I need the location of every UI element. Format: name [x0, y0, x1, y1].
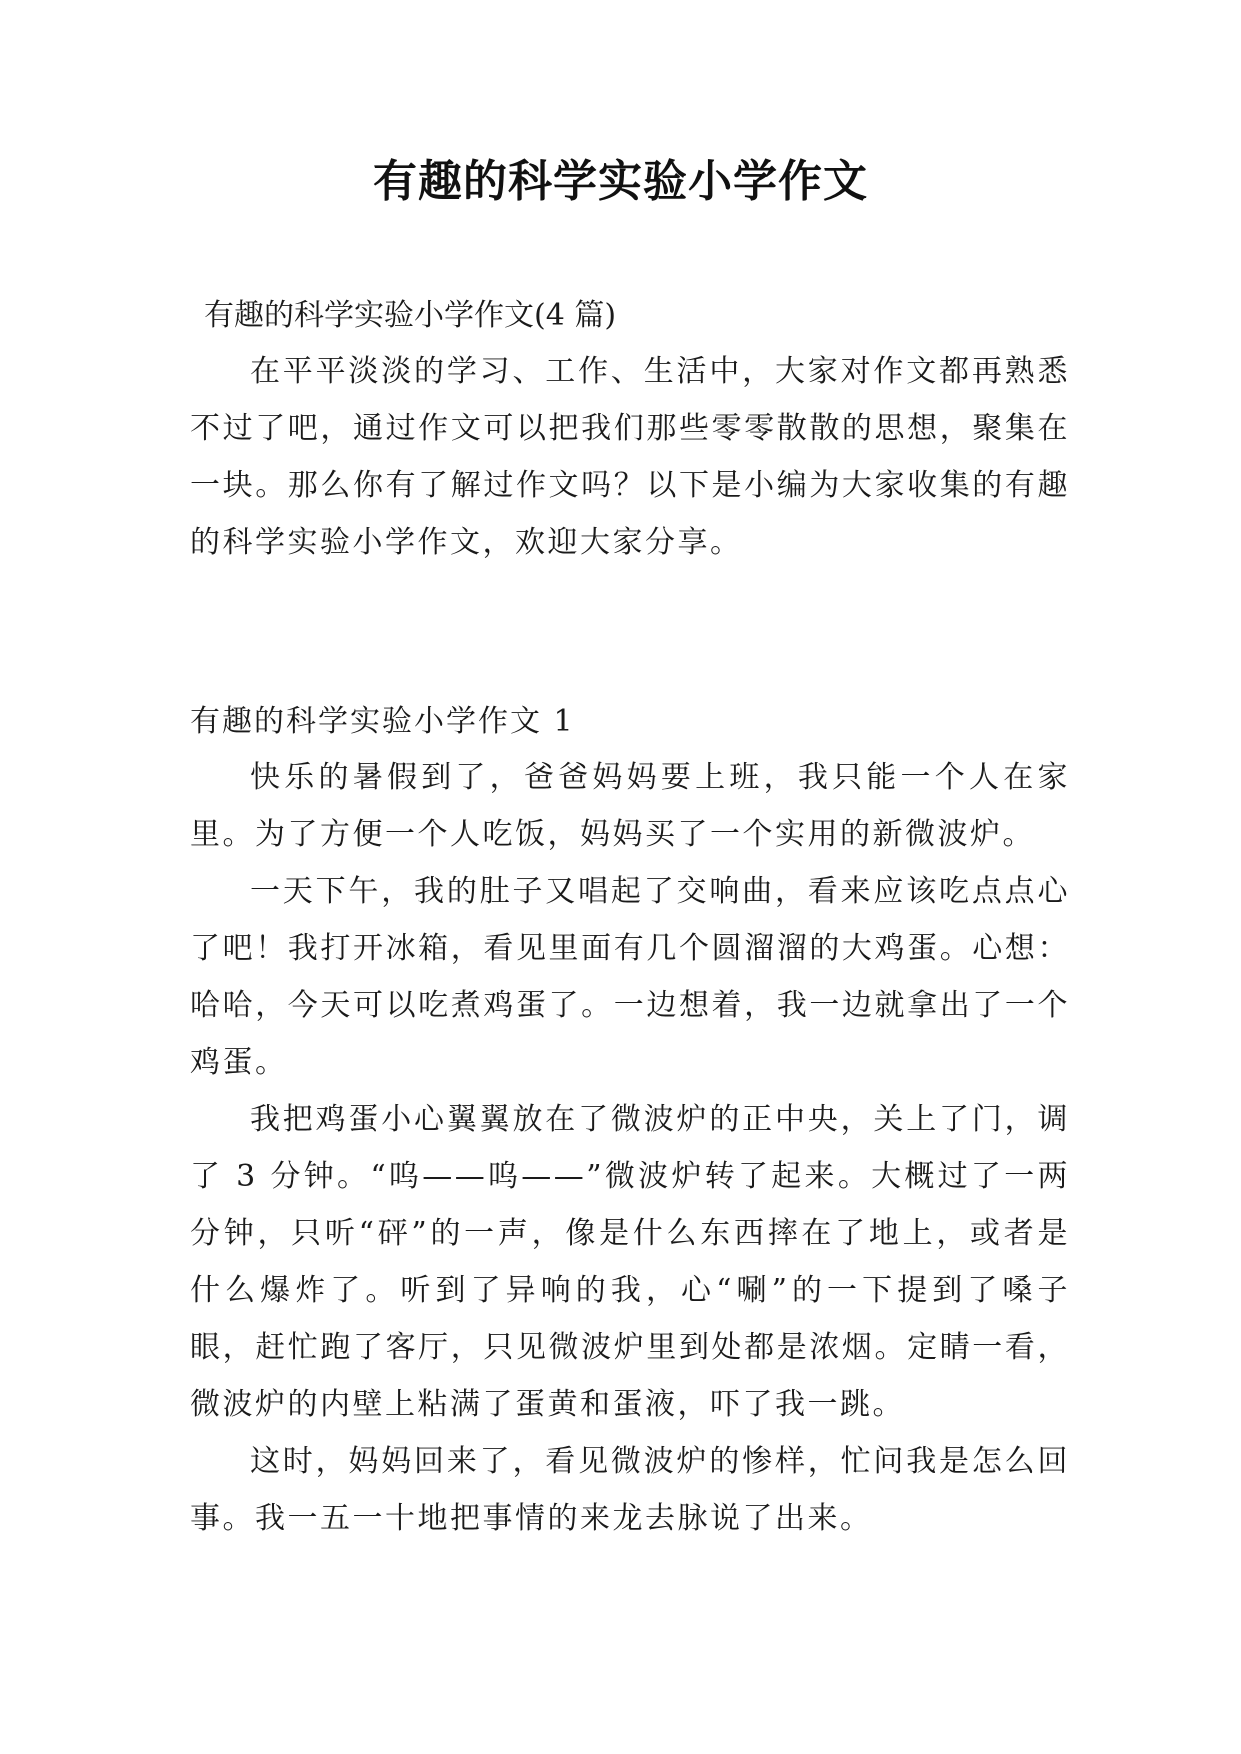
document-subtitle: 有趣的科学实验小学作文(4 篇) — [204, 298, 617, 333]
essay-paragraph: 这时，妈妈回来了，看见微波炉的惨样，忙问我是怎么回事。我一五一十地把事情的来龙去脉说了出来。 — [190, 1444, 1070, 1536]
intro-block — [190, 343, 1070, 571]
essay-paragraph: 快乐的暑假到了，爸爸妈妈要上班，我只能一个人在家里。为了方便一个人吃饭，妈妈买了一个实用的新微波炉。 — [190, 760, 1070, 852]
essay-paragraph: 我把鸡蛋小心翼翼放在了微波炉的正中央，关上了门，调了 3 分钟。“呜——呜——”微波炉转了起来。大概过了一两分钟，只听“砰”的一声，像是什么东西摔在了地上，或者是什么爆炸了。听到了异响的我，心“唰”的一下提到了嗓子眼，赶忙跑了客厅，只见微波炉里到处都是浓烟。定睛一看，微波炉的内壁上粘满了蛋黄和蛋液，吓了我一跳。 — [190, 1102, 1070, 1422]
section-heading: 有趣的科学实验小学作文 1 — [190, 704, 575, 739]
intro-paragraph: 在平平淡淡的学习、工作、生活中，大家对作文都再熟悉不过了吧，通过作文可以把我们那些零零散散的思想，聚集在一块。那么你有了解过作文吗？以下是小编为大家收集的有趣的科学实验小学作文，欢迎大家分享。 — [190, 354, 1070, 560]
essay-paragraph: 一天下午，我的肚子又唱起了交响曲，看来应该吃点点心了吧！我打开冰箱，看见里面有几个圆溜溜的大鸡蛋。心想：哈哈，今天可以吃煮鸡蛋了。一边想着，我一边就拿出了一个鸡蛋。 — [190, 874, 1070, 1080]
document-title: 有趣的科学实验小学作文 — [373, 156, 868, 207]
essay-body — [190, 749, 1070, 1547]
